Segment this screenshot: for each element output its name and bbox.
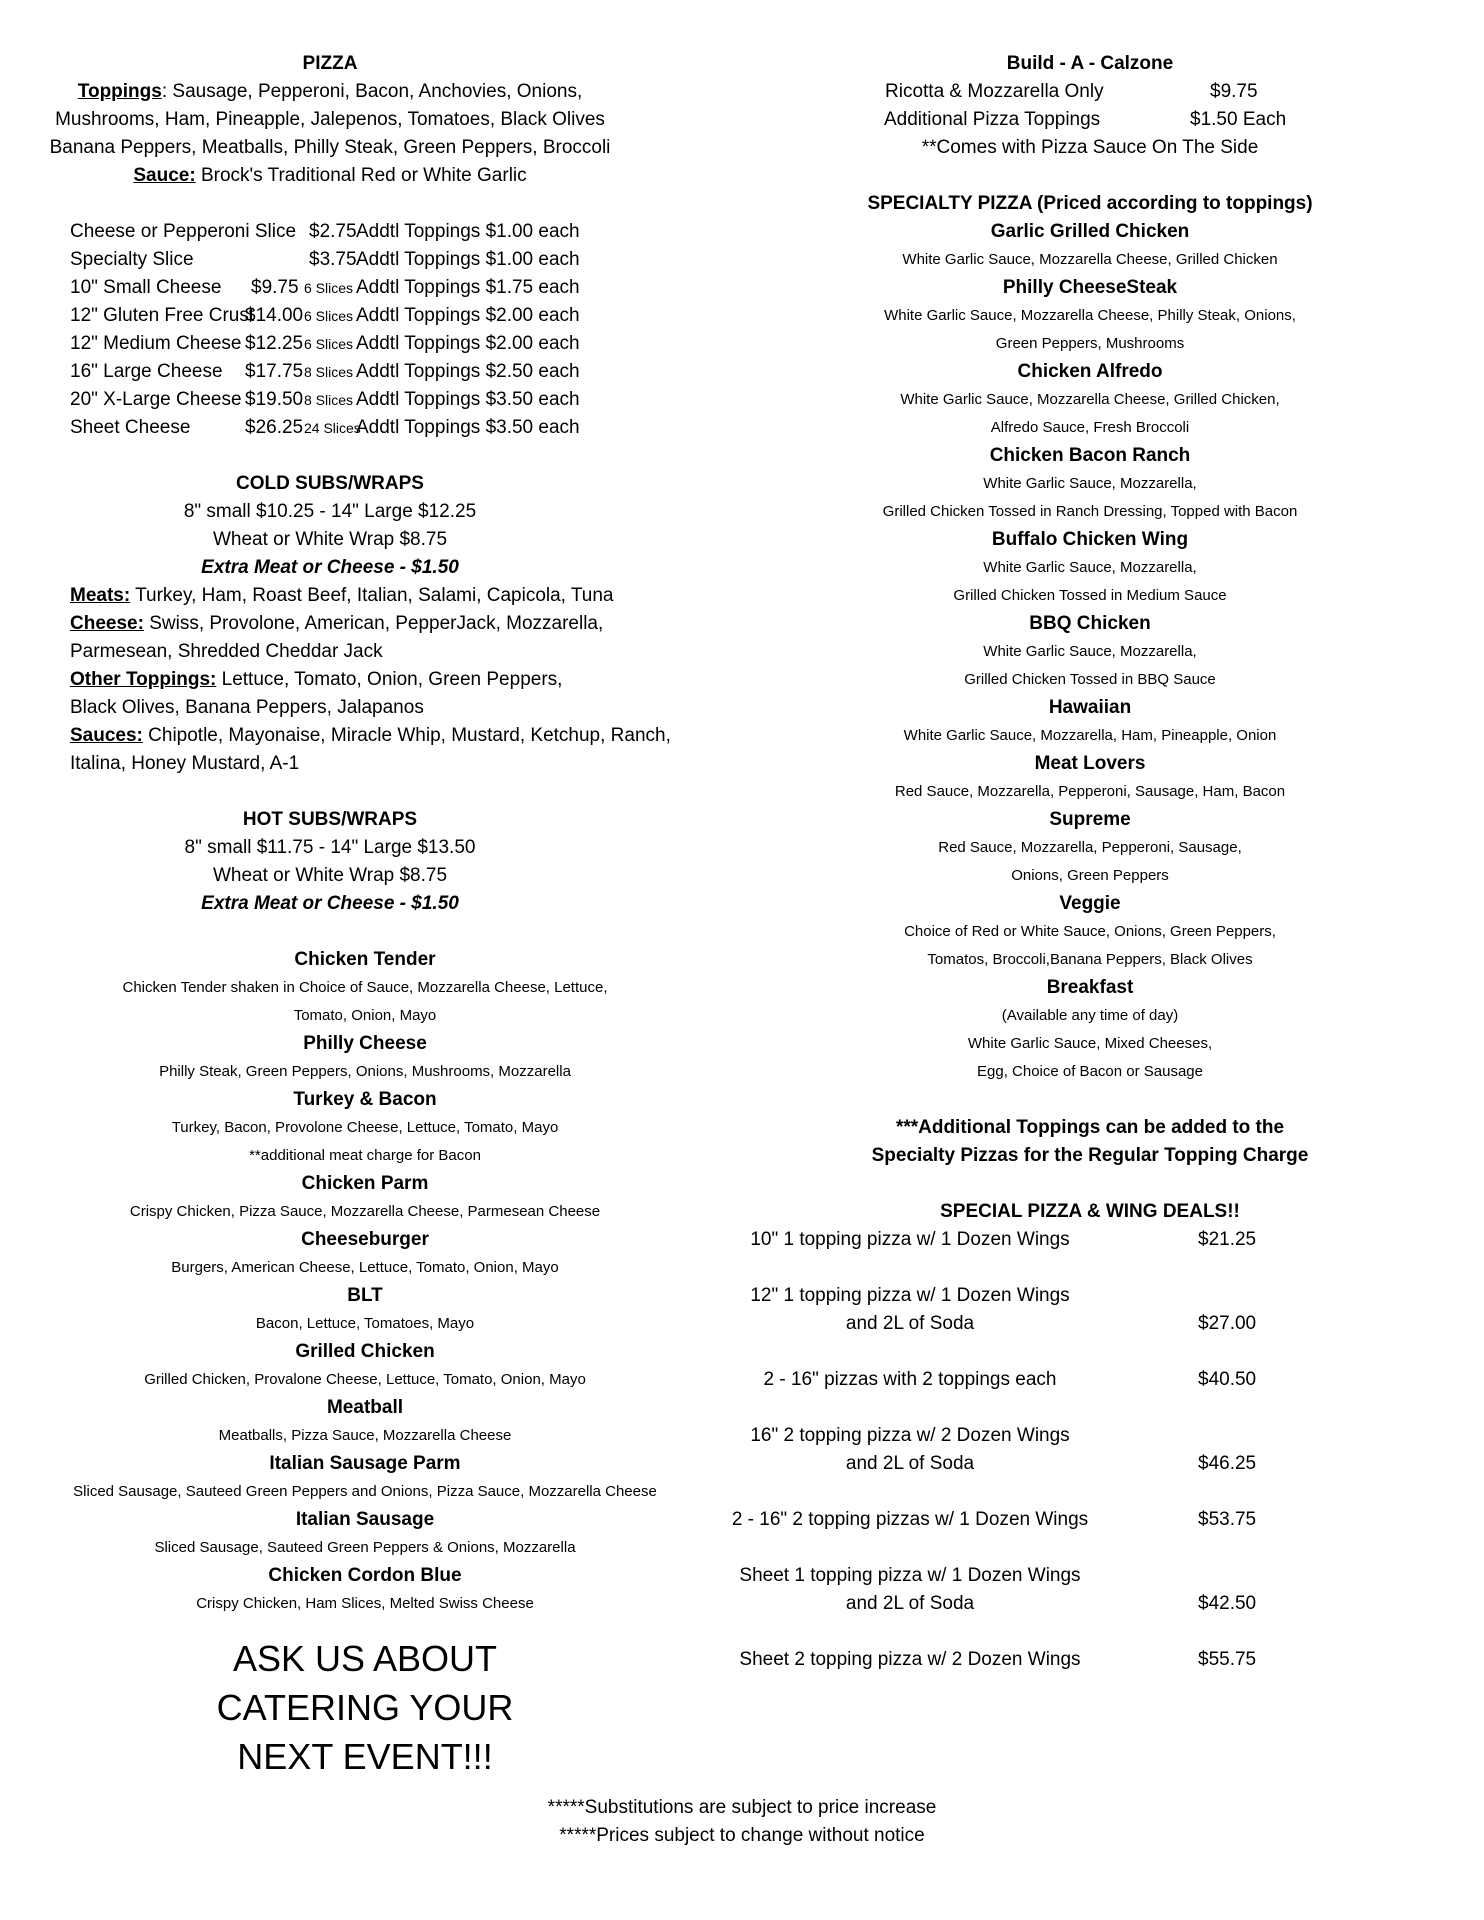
deal-price: $21.25 <box>1198 1229 1257 1250</box>
pizza-addtl-toppings: Addtl Toppings $1.00 each <box>356 221 580 242</box>
pizza-slice-count: 6 Slices <box>304 336 354 352</box>
pizza-size-name: Cheese or Pepperoni Slice <box>70 221 297 242</box>
catering-line: CATERING YOUR <box>216 1687 514 1728</box>
deals-list <box>720 1226 1330 1674</box>
deal-item <box>720 1366 1330 1394</box>
specialty-pizza-desc: Egg, Choice of Bacon or Sausage <box>977 1063 1203 1080</box>
specialty-title: SPECIALTY PIZZA (Priced according to toppings) <box>867 193 1313 214</box>
specialty-pizza-desc: Alfredo Sauce, Fresh Broccoli <box>990 419 1190 436</box>
pizza-addtl-toppings: Addtl Toppings $2.50 each <box>356 361 580 382</box>
hot-sub-name: Chicken Tender <box>294 949 436 970</box>
pizza-size-name: 12" Medium Cheese <box>70 333 242 354</box>
deal-price: $40.50 <box>1198 1369 1257 1390</box>
hot-sub-name: Italian Sausage <box>295 1509 435 1530</box>
deal-price: $42.50 <box>1198 1593 1257 1614</box>
deals-title: SPECIAL PIZZA & WING DEALS!! <box>940 1201 1240 1222</box>
other-toppings-line: Black Olives, Banana Peppers, Jalapanos <box>70 697 424 718</box>
hot-sub-desc: Sliced Sausage, Sauteed Green Peppers & Onions, Mozzarella <box>154 1539 576 1556</box>
calzone-row: Ricotta & Mozzarella Only $9.75 <box>885 81 1258 102</box>
pizza-price-row <box>70 246 730 274</box>
deal-item <box>720 1422 1330 1478</box>
specialty-note: Specialty Pizzas for the Regular Topping Charge <box>871 1145 1309 1166</box>
pizza-title: PIZZA <box>302 53 358 74</box>
hot-subs-list <box>0 946 730 1618</box>
footer-line: *****Substitutions are subject to price increase <box>547 1797 937 1818</box>
hot-subs-title: HOT SUBS/WRAPS <box>242 809 418 830</box>
pizza-price-row <box>70 330 730 358</box>
deal-item <box>720 1562 1330 1618</box>
pizza-slice-count: 8 Slices <box>304 364 354 380</box>
specialty-pizza-desc: Grilled Chicken Tossed in Medium Sauce <box>953 587 1227 604</box>
sauces-line: Italina, Honey Mustard, A-1 <box>70 753 300 774</box>
deal-item <box>720 1506 1330 1534</box>
specialty-pizza-name: Buffalo Chicken Wing <box>991 529 1189 550</box>
specialty-pizza-desc: White Garlic Sauce, Mozzarella Cheese, Grilled Chicken <box>902 251 1278 268</box>
hot-sub-name: BLT <box>347 1285 383 1306</box>
hot-sub-name: Italian Sausage Parm <box>269 1453 461 1474</box>
hot-subs-sizes: 8" small $11.75 - 14" Large $13.50 <box>184 837 476 858</box>
cold-subs-wrap: Wheat or White Wrap $8.75 <box>212 529 448 550</box>
pizza-size-price: $14.00 <box>245 305 304 326</box>
cold-subs-extra: Extra Meat or Cheese - $1.50 <box>201 557 459 578</box>
cold-subs-sizes: 8" small $10.25 - 14" Large $12.25 <box>183 501 477 522</box>
specialty-pizza-name: Chicken Alfredo <box>1017 361 1163 382</box>
specialty-note: ***Additional Toppings can be added to the <box>895 1117 1285 1138</box>
hot-sub-name: Chicken Cordon Blue <box>268 1565 462 1586</box>
pizza-size-name: 10" Small Cheese <box>70 277 222 298</box>
sauce-label: Sauce: <box>133 165 196 186</box>
toppings-label: Toppings <box>77 81 162 102</box>
hot-sub-name: Philly Cheese <box>303 1033 427 1054</box>
pizza-size-name: Specialty Slice <box>70 249 194 270</box>
pizza-slice-count: 8 Slices <box>304 392 354 408</box>
pizza-price-row <box>70 302 730 330</box>
specialty-pizza-name: Philly CheeseSteak <box>1002 277 1178 298</box>
meats-line: Meats: Turkey, Ham, Roast Beef, Italian, Salami, Capicola, Tuna <box>70 585 614 606</box>
specialty-pizza-desc: Onions, Green Peppers <box>1011 867 1169 884</box>
hot-sub-desc: Sliced Sausage, Sauteed Green Peppers and Onions, Pizza Sauce, Mozzarella Cheese <box>73 1483 657 1500</box>
specialty-pizza-desc: (Available any time of day) <box>1001 1007 1179 1024</box>
pizza-price-row <box>70 274 730 302</box>
deal-price: $55.75 <box>1198 1649 1257 1670</box>
specialty-pizza-name: Chicken Bacon Ranch <box>989 445 1191 466</box>
sauces-line: Sauces: Chipotle, Mayonaise, Miracle Whip, Mustard, Ketchup, Ranch, <box>70 725 671 746</box>
specialty-pizza-desc: Red Sauce, Mozzarella, Pepperoni, Sausage, <box>938 839 1242 856</box>
other-toppings-line: Other Toppings: Lettuce, Tomato, Onion, Green Peppers, <box>70 669 563 690</box>
specialty-list <box>730 218 1450 1086</box>
hot-sub-desc: **additional meat charge for Bacon <box>249 1147 481 1164</box>
hot-sub-desc: Burgers, American Cheese, Lettuce, Tomato, Onion, Mayo <box>171 1259 559 1276</box>
deal-price: $53.75 <box>1198 1509 1257 1530</box>
calzone-note: **Comes with Pizza Sauce On The Side <box>921 137 1259 158</box>
hot-sub-name: Chicken Parm <box>301 1173 429 1194</box>
pizza-addtl-toppings: Addtl Toppings $3.50 each <box>356 417 580 438</box>
specialty-pizza-name: BBQ Chicken <box>1029 613 1151 634</box>
pizza-addtl-toppings: Addtl Toppings $1.75 each <box>356 277 580 298</box>
pizza-addtl-toppings: Addtl Toppings $2.00 each <box>356 305 580 326</box>
catering-line: NEXT EVENT!!! <box>237 1736 493 1777</box>
cheese-line: Cheese: Swiss, Provolone, American, PepperJack, Mozzarella, <box>70 613 604 634</box>
specialty-pizza-desc: Green Peppers, Mushrooms <box>995 335 1185 352</box>
deal-description: 16" 2 topping pizza w/ 2 Dozen Wings <box>750 1425 1070 1446</box>
right-column <box>730 50 1450 1674</box>
calzone-title: Build - A - Calzone <box>1006 53 1174 74</box>
calzone-row: Additional Pizza Toppings $1.50 Each <box>884 109 1287 130</box>
pizza-size-name: 16" Large Cheese <box>70 361 223 382</box>
deal-price: $27.00 <box>1198 1313 1257 1334</box>
deal-item <box>720 1646 1330 1674</box>
hot-sub-desc: Tomato, Onion, Mayo <box>293 1007 437 1024</box>
pizza-toppings-line: Banana Peppers, Meatballs, Philly Steak, Green Peppers, Broccoli <box>49 137 611 158</box>
footer-line: *****Prices subject to change without notice <box>559 1825 925 1846</box>
deal-description: 2 - 16" 2 topping pizzas w/ 1 Dozen Wings <box>731 1509 1089 1530</box>
pizza-price-row <box>70 414 730 442</box>
specialty-pizza-desc: White Garlic Sauce, Mozzarella, Ham, Pineapple, Onion <box>903 727 1277 744</box>
hot-sub-desc: Crispy Chicken, Pizza Sauce, Mozzarella Cheese, Parmesean Cheese <box>129 1203 601 1220</box>
hot-sub-desc: Turkey, Bacon, Provolone Cheese, Lettuce, Tomato, Mayo <box>171 1119 559 1136</box>
deal-description: 10" 1 topping pizza w/ 1 Dozen Wings <box>750 1229 1070 1250</box>
pizza-toppings-line: Toppings: Sausage, Pepperoni, Bacon, Anchovies, Onions, <box>77 81 583 102</box>
footer <box>0 1794 1484 1850</box>
deal-description: Sheet 1 topping pizza w/ 1 Dozen Wings <box>739 1565 1081 1586</box>
left-column <box>49 50 730 1781</box>
specialty-pizza-desc: White Garlic Sauce, Mozzarella, <box>983 475 1197 492</box>
specialty-pizza-desc: Red Sauce, Mozzarella, Pepperoni, Sausage, Ham, Bacon <box>894 783 1286 800</box>
hot-sub-desc: Crispy Chicken, Ham Slices, Melted Swiss Cheese <box>196 1595 534 1612</box>
cold-subs-title: COLD SUBS/WRAPS <box>236 473 424 494</box>
hot-subs-wrap: Wheat or White Wrap $8.75 <box>212 865 448 886</box>
pizza-size-price: $26.25 <box>245 417 304 438</box>
hot-sub-desc: Bacon, Lettuce, Tomatoes, Mayo <box>255 1315 475 1332</box>
hot-sub-desc: Philly Steak, Green Peppers, Onions, Mushrooms, Mozzarella <box>159 1063 571 1080</box>
pizza-slice-count: 6 Slices <box>304 280 354 296</box>
pizza-price-row <box>70 386 730 414</box>
pizza-price-table <box>70 218 730 442</box>
pizza-size-price: $19.50 <box>245 389 304 410</box>
pizza-addtl-toppings: Addtl Toppings $2.00 each <box>356 333 580 354</box>
pizza-size-name: 12" Gluten Free Crust <box>70 305 255 326</box>
deal-item <box>720 1226 1330 1254</box>
pizza-slice-count: 6 Slices <box>304 308 354 324</box>
specialty-pizza-name: Veggie <box>1059 893 1121 914</box>
deal-description: and 2L of Soda <box>845 1453 975 1474</box>
deal-description: and 2L of Soda <box>845 1313 975 1334</box>
specialty-pizza-desc: White Garlic Sauce, Mozzarella Cheese, Philly Steak, Onions, <box>884 307 1296 324</box>
pizza-size-price: $12.25 <box>245 333 304 354</box>
specialty-pizza-name: Breakfast <box>1046 977 1134 998</box>
specialty-pizza-name: Supreme <box>1049 809 1131 830</box>
specialty-pizza-desc: White Garlic Sauce, Mozzarella, <box>983 559 1197 576</box>
deal-description: 12" 1 topping pizza w/ 1 Dozen Wings <box>750 1285 1070 1306</box>
pizza-price-row <box>70 218 730 246</box>
specialty-pizza-desc: White Garlic Sauce, Mozzarella, <box>983 643 1197 660</box>
specialty-pizza-desc: Grilled Chicken Tossed in Ranch Dressing, Topped with Bacon <box>882 503 1298 520</box>
specialty-pizza-desc: Grilled Chicken Tossed in BBQ Sauce <box>964 671 1216 688</box>
pizza-size-price: $9.75 <box>251 277 299 298</box>
hot-sub-desc: Chicken Tender shaken in Choice of Sauce, Mozzarella Cheese, Lettuce, <box>122 979 608 996</box>
hot-sub-name: Grilled Chicken <box>295 1341 435 1362</box>
specialty-pizza-desc: White Garlic Sauce, Mixed Cheeses, <box>967 1035 1213 1052</box>
hot-sub-name: Turkey & Bacon <box>293 1089 437 1110</box>
hot-subs-extra: Extra Meat or Cheese - $1.50 <box>201 893 459 914</box>
specialty-pizza-name: Hawaiian <box>1048 697 1132 718</box>
cheese-line: Parmesean, Shredded Cheddar Jack <box>70 641 383 662</box>
hot-sub-name: Meatball <box>326 1397 404 1418</box>
pizza-price-row <box>70 358 730 386</box>
specialty-pizza-name: Meat Lovers <box>1034 753 1146 774</box>
deal-price: $46.25 <box>1198 1453 1257 1474</box>
pizza-size-price: $17.75 <box>245 361 304 382</box>
catering-line: ASK US ABOUT <box>232 1638 498 1679</box>
hot-sub-name: Cheeseburger <box>301 1229 429 1250</box>
specialty-pizza-desc: Tomatos, Broccoli,Banana Peppers, Black Olives <box>927 951 1253 968</box>
pizza-toppings-line: Mushrooms, Ham, Pineapple, Jalepenos, Tomatoes, Black Olives <box>55 109 605 130</box>
pizza-sauce-line: Sauce: Brock's Traditional Red or White Garlic <box>133 165 527 186</box>
hot-sub-desc: Meatballs, Pizza Sauce, Mozzarella Cheese <box>218 1427 512 1444</box>
pizza-size-name: Sheet Cheese <box>70 417 191 438</box>
pizza-addtl-toppings: Addtl Toppings $3.50 each <box>356 389 580 410</box>
deal-description: 2 - 16" pizzas with 2 toppings each <box>763 1369 1057 1390</box>
catering-banner <box>0 1634 730 1781</box>
pizza-size-name: 20" X-Large Cheese <box>70 389 242 410</box>
specialty-pizza-desc: White Garlic Sauce, Mozzarella Cheese, Grilled Chicken, <box>900 391 1280 408</box>
specialty-pizza-desc: Choice of Red or White Sauce, Onions, Green Peppers, <box>904 923 1276 940</box>
deal-item <box>720 1282 1330 1338</box>
deal-description: Sheet 2 topping pizza w/ 2 Dozen Wings <box>739 1649 1081 1670</box>
deal-description: and 2L of Soda <box>845 1593 975 1614</box>
pizza-addtl-toppings: Addtl Toppings $1.00 each <box>356 249 580 270</box>
pizza-size-price: $2.75 <box>309 221 357 242</box>
pizza-slice-count: 24 Slices <box>304 420 361 436</box>
pizza-size-price: $3.75 <box>309 249 357 270</box>
hot-sub-desc: Grilled Chicken, Provalone Cheese, Lettuce, Tomato, Onion, Mayo <box>144 1371 586 1388</box>
specialty-pizza-name: Garlic Grilled Chicken <box>990 221 1190 242</box>
